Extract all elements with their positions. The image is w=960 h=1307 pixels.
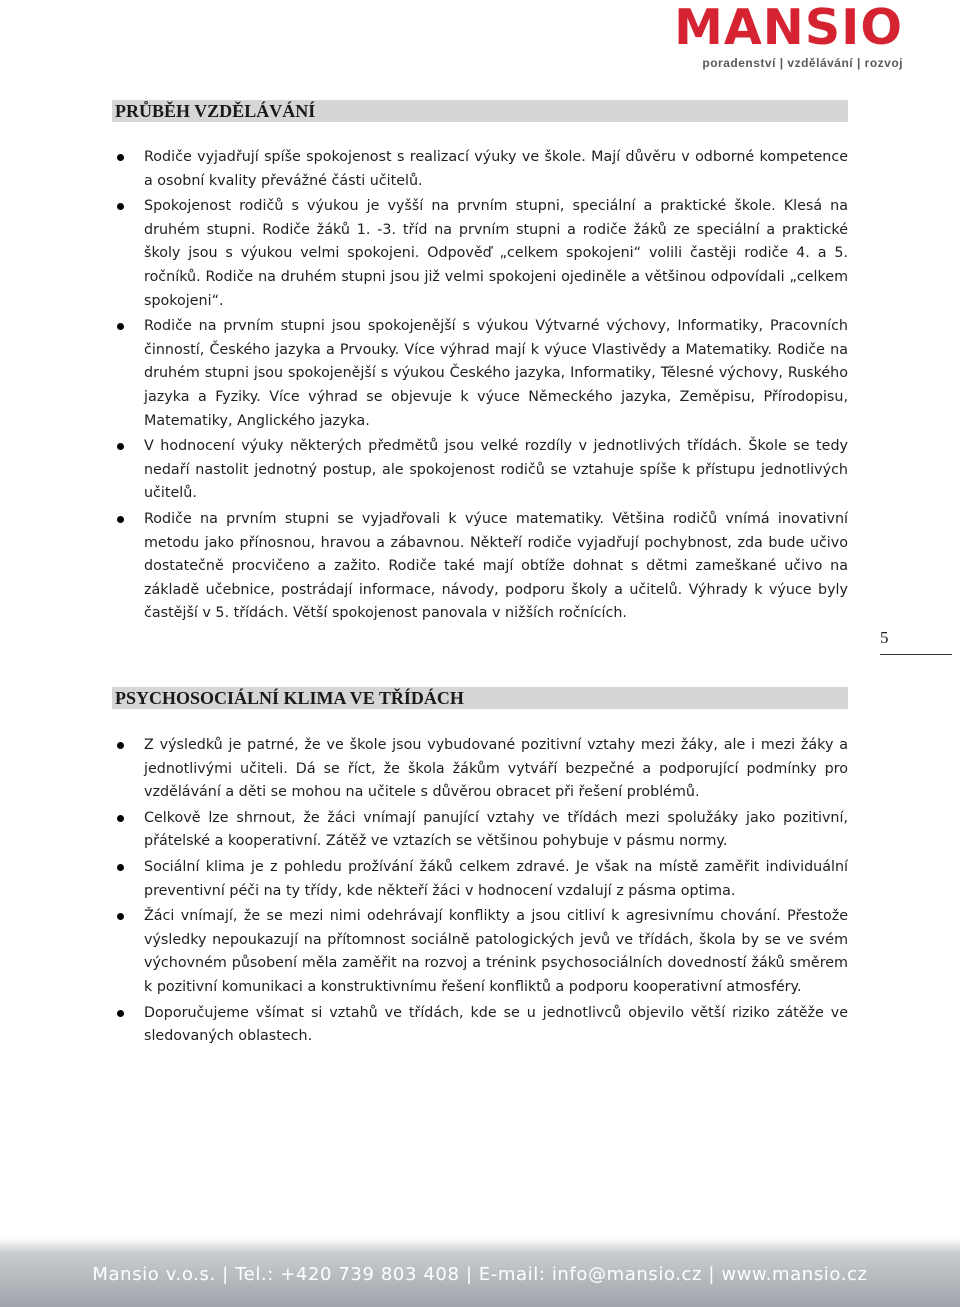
bullet-list-prubeh xyxy=(112,146,848,628)
list-item xyxy=(112,195,848,313)
bullet-icon xyxy=(117,516,124,523)
list-item-text: Doporučujeme všímat si vztahů ve třídách, kde se u jednotlivců objevilo větší riziko zátěže ve sledovaných oblastech. xyxy=(144,1004,848,1045)
list-item xyxy=(112,1002,848,1049)
bullet-icon xyxy=(117,864,124,871)
list-item-text: Celkově lze shrnout, že žáci vnímají panující vztahy ve třídách mezi spolužáky jako pozitivní, přátelské a kooperativní. Zátěž ve vztazích se většinou pohybuje v pásmu normy. xyxy=(144,809,848,850)
section-heading-bar xyxy=(112,687,848,709)
list-item xyxy=(112,807,848,854)
bullet-icon xyxy=(117,323,124,330)
company-logo xyxy=(674,2,903,70)
list-item-text: Z výsledků je patrné, že ve škole jsou vybudované pozitivní vztahy mezi žáky, ale i mezi žáky a jednotlivými učiteli. Dá se říct, že škola žákům vytváří bezpečné a podporující podmínky pro vzdělávání a děti se mohou na učitele s důvěrou obracet při řešení problémů. xyxy=(144,737,848,801)
page-footer xyxy=(0,1238,960,1307)
list-item-text: V hodnocení výuky některých předmětů jsou velké rozdíly v jednotlivých třídách. Škole se tedy nedaří nastolit jednotný postup, ale spokojenost rodičů se vztahuje spíše k přístupu jednotlivých učitelů. xyxy=(144,438,848,502)
list-item xyxy=(112,856,848,903)
bullet-icon xyxy=(117,913,124,920)
list-item xyxy=(112,508,848,626)
section-title-klima: PSYCHOSOCIÁLNÍ KLIMA VE TŘÍDÁCH xyxy=(115,688,464,708)
logo-wordmark: MANSIO xyxy=(674,0,903,56)
bullet-list-klima xyxy=(112,734,848,1051)
bullet-icon xyxy=(117,443,124,450)
section-heading-bar xyxy=(112,100,848,122)
bullet-icon xyxy=(117,1010,124,1017)
list-item xyxy=(112,435,848,506)
bullet-icon xyxy=(117,742,124,749)
list-item xyxy=(112,734,848,805)
footer-contact: Mansio v.o.s. | Tel.: +420 739 803 408 | E-mail: info@mansio.cz | www.mansio.cz xyxy=(92,1264,868,1285)
list-item-text: Spokojenost rodičů s výukou je vyšší na prvním stupni, speciální a praktické škole. Klesá na druhém stupni. Rodiče žáků 1. -3. tříd na prvním stupni a rodiče žáků ze speciální a praktické školy jsou s výukou velmi spokojeni. Odpověď „celkem spokojeni“ volili častěji rodiče 4. a 5. ročníků. Rodiče na druhém stupni jsou již velmi spokojeni ojediněle a většinou odpovídali „celkem spokojeni“. xyxy=(144,198,848,309)
page-number: 5 xyxy=(880,628,952,655)
bullet-icon xyxy=(117,815,124,822)
bullet-icon xyxy=(117,203,124,210)
bullet-icon xyxy=(117,154,124,161)
logo-tagline: poradenství | vzdělávání | rozvoj xyxy=(702,56,903,70)
list-item-text: Rodiče vyjadřují spíše spokojenost s realizací výuky ve škole. Mají důvěru v odborné kompetence a osobní kvality převážné části učitelů. xyxy=(144,149,848,189)
list-item xyxy=(112,905,848,999)
list-item-text: Žáci vnímají, že se mezi nimi odehrávají konflikty a jsou citliví k agresivnímu chování. Přestože výsledky nepoukazují na přítomnost sociálně patologických jevů ve třídách, škola by se ve svém výchovném působení měla zaměřit na rozvoj a trénink psychosociálních dovedností žáků směrem k pozitivní komunikaci a konstruktivnímu řešení konfliktů a podporu kooperativní atmosféry. xyxy=(144,908,848,995)
list-item xyxy=(112,146,848,193)
list-item-text: Rodiče na prvním stupni jsou spokojenější s výukou Výtvarné výchovy, Informatiky, Pracovních činností, Českého jazyka a Prvouky. Více výhrad mají k výuce Vlastivědy a Matematiky. Rodiče na druhém stupni jsou spokojenější s výukou Českého jazyka, Informatiky, Tělesné výchovy, Ruského jazyka a Fyziky. Více výhrad se objevuje k výuce Německého jazyka, Zeměpisu, Přírodopisu, Matematiky, Anglického jazyka. xyxy=(144,318,848,429)
list-item-text: Sociální klima je z pohledu prožívání žáků celkem zdravé. Je však na místě zaměřit individuální preventivní péči na ty třídy, kde někteří žáci v hodnocení vzdalují z pásma optima. xyxy=(144,858,848,899)
list-item-text: Rodiče na prvním stupni se vyjadřovali k výuce matematiky. Většina rodičů vnímá inovativní metodu jako přínosnou, hravou a zábavnou. Někteří rodiče vyjadřují pochybnost, zda bude učivo dostatečně procvičeno a zažito. Rodiče také mají obtíže dohnat s dětmi zameškané učivo na základě učebnice, postrádají informace, návody, podporu školy a učitelů. Výhrady k výuce byly častější v 5. třídách. Větší spokojenost panovala v nižších ročnících. xyxy=(144,510,848,622)
list-item xyxy=(112,315,848,433)
section-title-prubeh: PRŮBĚH VZDĚLÁVÁNÍ xyxy=(115,101,316,121)
